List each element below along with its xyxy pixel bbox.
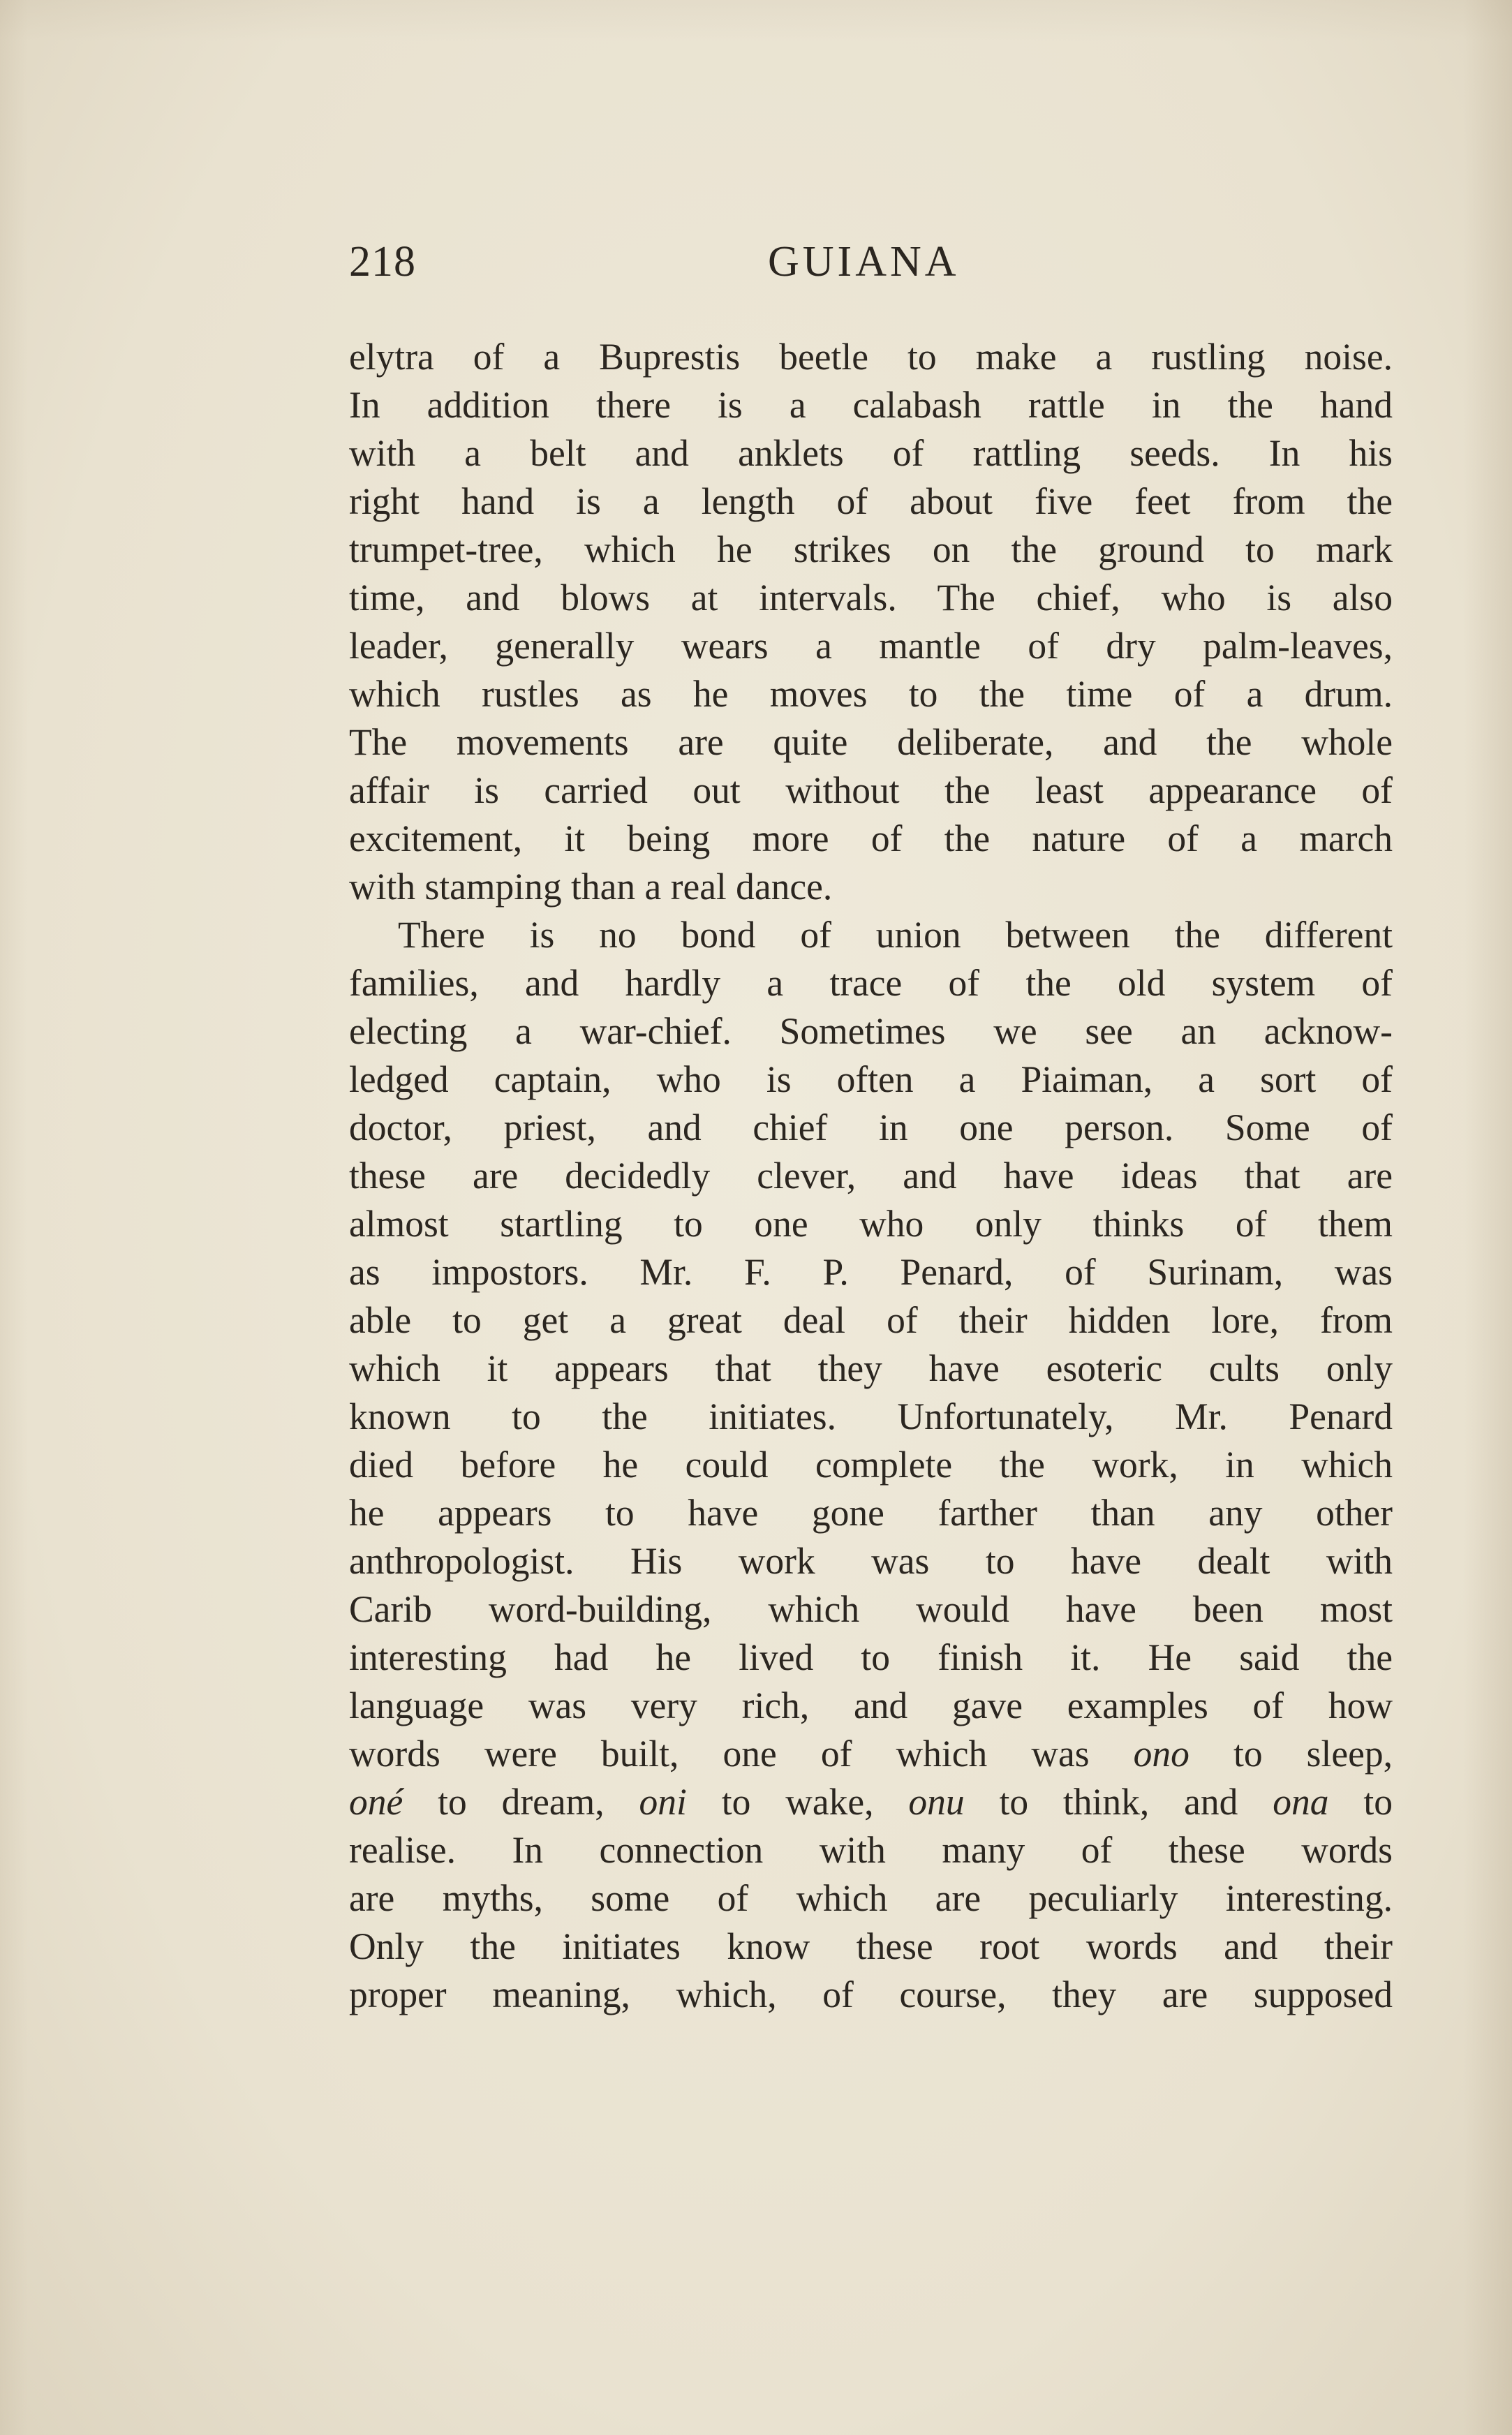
italic-word: ona	[1273, 1781, 1329, 1823]
body-text	[349, 333, 1393, 2019]
text-line: Carib word-building, which would have been most	[349, 1588, 1393, 1630]
text-line: which it appears that they have esoteric cults only	[349, 1347, 1393, 1389]
text-line: There is no bond of union between the different	[398, 914, 1393, 956]
text-line: leader, generally wears a mantle of dry palm-leaves,	[349, 625, 1393, 667]
text-line	[349, 1730, 1393, 1778]
line-segment: to	[1328, 1781, 1393, 1823]
text-line: doctor, priest, and chief in one person. Some of	[349, 1107, 1393, 1148]
italic-word: oné	[349, 1781, 403, 1823]
text-line: able to get a great deal of their hidden lore, from	[349, 1299, 1393, 1341]
text-line: as impostors. Mr. F. P. Penard, of Surinam, was	[349, 1251, 1393, 1293]
text-line: realise. In connection with many of these words	[349, 1829, 1393, 1871]
text-line: language was very rich, and gave examples of how	[349, 1685, 1393, 1726]
italic-word: ono	[1133, 1733, 1189, 1775]
text-line: excitement, it being more of the nature of a march	[349, 817, 1393, 859]
text-line: trumpet-tree, which he strikes on the ground to mark	[349, 528, 1393, 570]
text-line: known to the initiates. Unfortunately, Mr. Penard	[349, 1396, 1393, 1437]
line-segment: words were built, one of which was	[349, 1733, 1134, 1775]
text-line: almost startling to one who only thinks of them	[349, 1203, 1393, 1245]
text-line: are myths, some of which are peculiarly interesting.	[349, 1877, 1393, 1919]
line-segment: to dream,	[403, 1781, 639, 1823]
text-line: affair is carried out without the least appearance of	[349, 769, 1393, 811]
line-segment: to wake,	[686, 1781, 909, 1823]
line-segment: to sleep,	[1189, 1733, 1393, 1775]
page-number: 218	[349, 238, 416, 286]
running-title: GUIANA	[768, 238, 960, 286]
text-line: elytra of a Buprestis beetle to make a rustling noise.	[349, 336, 1393, 378]
italic-word: onu	[908, 1781, 965, 1823]
text-line: interesting had he lived to finish it. He said the	[349, 1636, 1393, 1678]
text-line: ledged captain, who is often a Piaiman, a sort of	[349, 1058, 1393, 1100]
text-line: right hand is a length of about five feet from the	[349, 480, 1393, 522]
text-line: which rustles as he moves to the time of a drum.	[349, 673, 1393, 715]
text-line: In addition there is a calabash rattle in the hand	[349, 384, 1393, 426]
text-line: with a belt and anklets of rattling seeds. In his	[349, 432, 1393, 474]
text-line	[349, 1778, 1393, 1826]
text-line: families, and hardly a trace of the old system of	[349, 962, 1393, 1004]
line-segment: to think, and	[964, 1781, 1273, 1823]
text-line: with stamping than a real dance.	[349, 866, 833, 908]
text-line: electing a war-chief. Sometimes we see an acknow-	[349, 1010, 1393, 1052]
text-line: Only the initiates know these root words and their	[349, 1925, 1393, 1967]
italic-word: oni	[639, 1781, 687, 1823]
running-head	[349, 230, 1396, 293]
text-line: time, and blows at intervals. The chief, who is also	[349, 577, 1393, 619]
text-line: proper meaning, which, of course, they are supposed	[349, 1974, 1393, 2015]
text-line: he appears to have gone farther than any other	[349, 1492, 1393, 1534]
text-line: anthropologist. His work was to have dealt with	[349, 1540, 1393, 1582]
text-line: The movements are quite deliberate, and the whole	[349, 721, 1393, 763]
text-line: these are decidedly clever, and have ideas that are	[349, 1155, 1393, 1197]
text-line: died before he could complete the work, in which	[349, 1444, 1393, 1486]
